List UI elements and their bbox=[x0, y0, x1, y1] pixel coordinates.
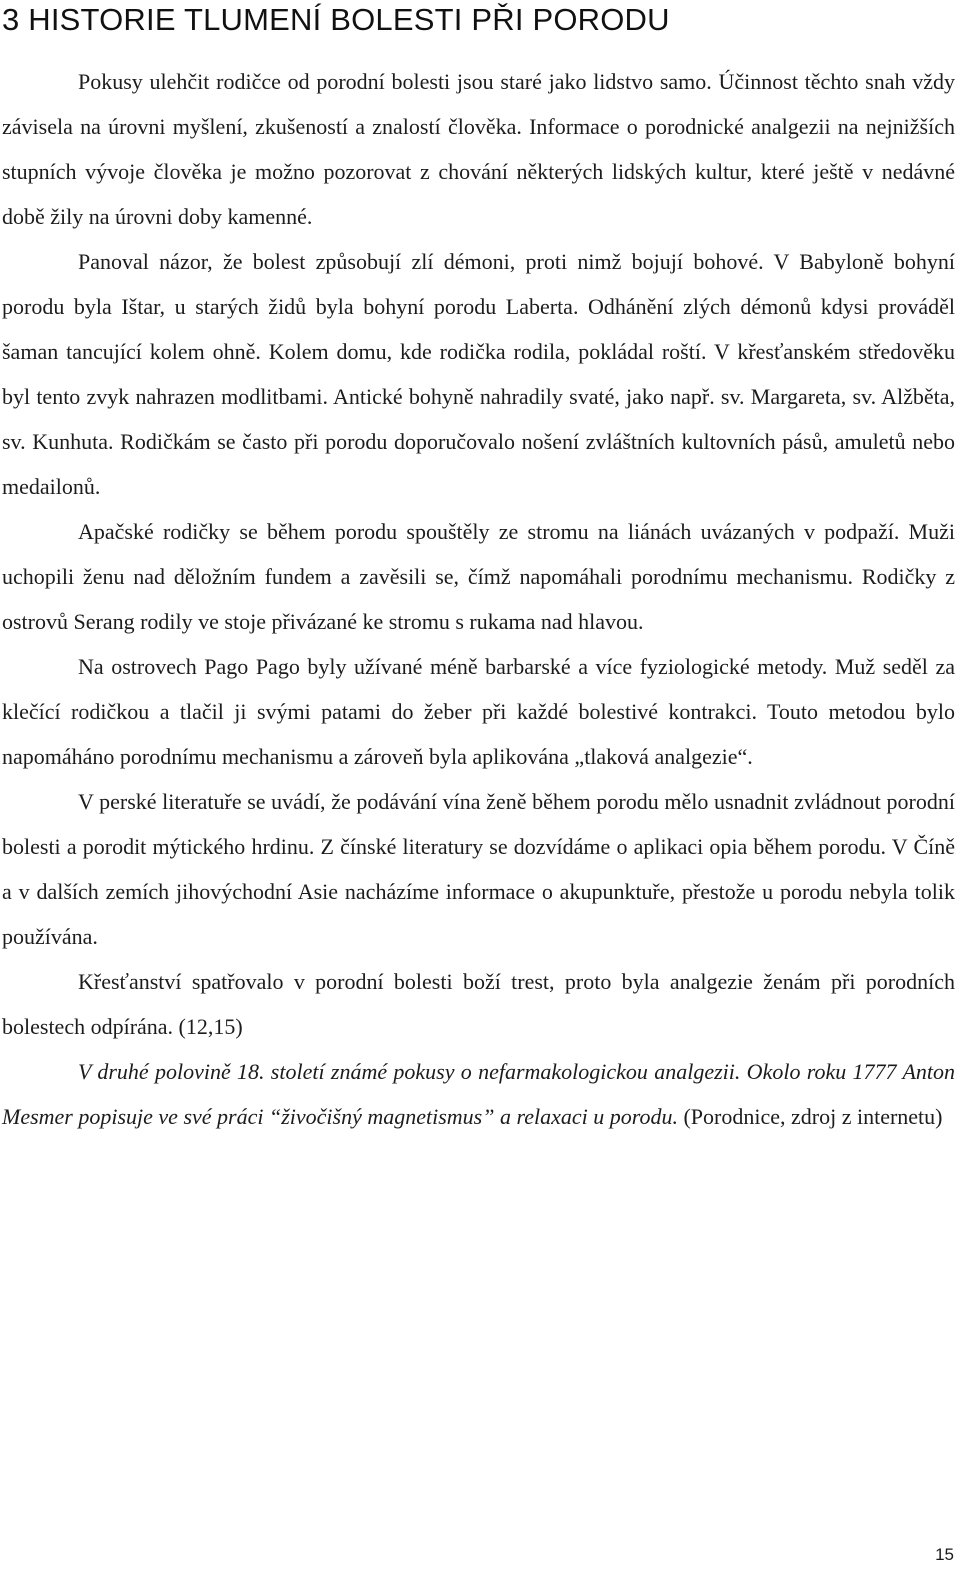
paragraph-christianity: Křesťanství spatřovalo v porodní bolesti boží trest, proto byla analgezie ženám při porodních bolestech odpírána. (12,15) bbox=[2, 969, 955, 1039]
paragraph-pago-pago: Na ostrovech Pago Pago byly užívané méně barbarské a více fyziologické metody. Muž seděl za klečící rodičkou a tlačil ji svými patami do žeber při každé bolestivé kontrakci. Touto metodou bylo napomáháno porodnímu mechanismu a zároveň byla aplikována „tlaková analgezie“. bbox=[2, 654, 955, 769]
source-note: (Porodnice, zdroj z internetu) bbox=[677, 1104, 943, 1129]
paragraph-persian-chinese: V perské literatuře se uvádí, že podávání vína ženě během porodu mělo usnadnit zvládnout porodní bolesti a porodit mýtického hrdinu. Z čínské literatury se dozvídáme o aplikaci opia během porodu. V Číně a v dalších zemích jihovýchodní Asie nacházíme informace o akupunktuře, přestože u porodu nebyla tolik používána. bbox=[2, 789, 955, 949]
paragraph-apache: Apačské rodičky se během porodu spouštěly ze stromu na liánách uvázaných v podpaží. Muži uchopili ženu nad děložním fundem a zavěsili se, čímž napomáhali porodnímu mechanismu. Rodičky z ostrovů Serang rodily ve stoje přivázané ke stromu s rukama nad hlavou. bbox=[2, 519, 955, 634]
chapter-body bbox=[2, 59, 955, 1139]
page-number: 15 bbox=[935, 1545, 954, 1564]
paragraph-mesmer bbox=[2, 1049, 955, 1139]
paragraph-intro: Pokusy ulehčit rodičce od porodní bolesti jsou staré jako lidstvo samo. Účinnost těchto snah vždy závisela na úrovni myšlení, zkušeností a znalostí člověka. Informace o porodnické analgezii na nejnižších stupních vývoje člověka je možno pozorovat z chování některých lidských kultur, které ještě v nedávné době žily na úrovni doby kamenné. bbox=[2, 69, 955, 229]
paragraph-demons: Panoval názor, že bolest způsobují zlí démoni, proti nimž bojují bohové. V Babyloně bohyní porodu byla Ištar, u starých židů byla bohyní porodu Laberta. Odhánění zlých démonů kdysi prováděl šaman tancující kolem ohně. Kolem domu, kde rodička rodila, pokládal roští. V křesťanském středověku byl tento zvyk nahrazen modlitbami. Antické bohyně nahradily svaté, jako např. sv. Margareta, sv. Alžběta, sv. Kunhuta. Rodičkám se často při porodu doporučovalo nošení zvláštních kultovních pásů, amuletů nebo medailonů. bbox=[2, 249, 955, 499]
chapter-heading: 3 HISTORIE TLUMENÍ BOLESTI PŘI PORODU bbox=[2, 2, 670, 37]
mesmer-text: V druhé polovině 18. století známé pokusy o nefarmakologickou analgezii. Okolo roku 1777 Anton Mesmer popisuje ve své práci “živočišný magnetismus” a relaxaci u porodu. bbox=[2, 1059, 955, 1129]
